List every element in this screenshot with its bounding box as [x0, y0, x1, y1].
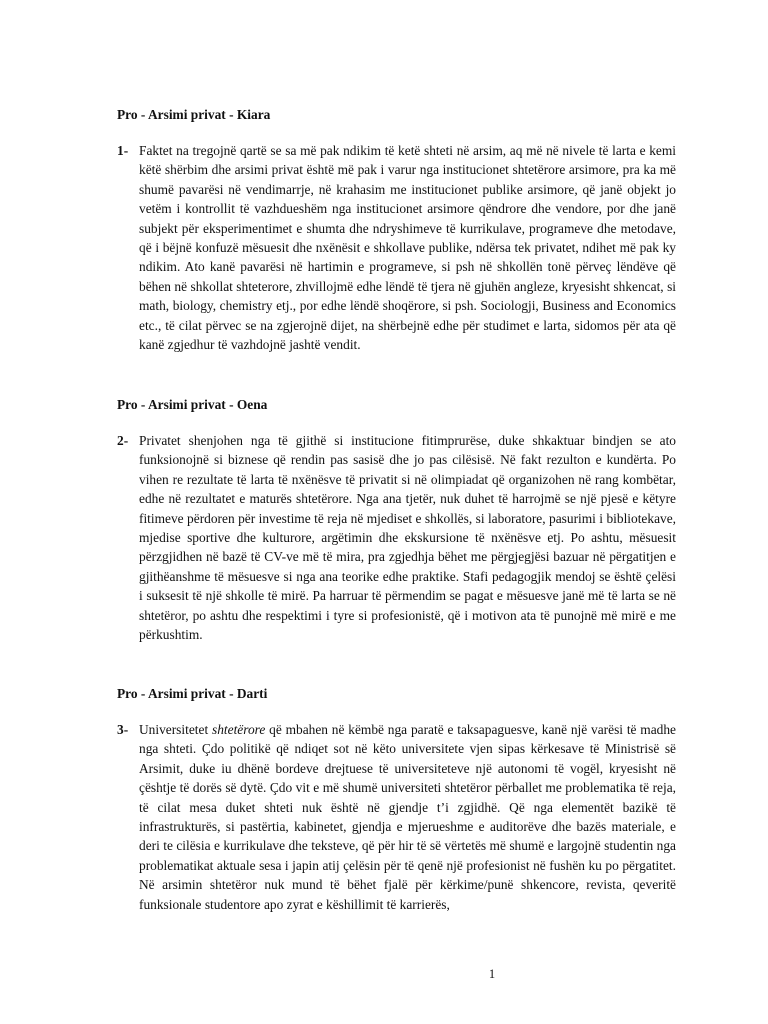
section-paragraph: Privatet shenjohen nga të gjithë si institucione fitimprurëse, duke shkaktuar bindjen se ato funksionojnë si biznese që rendin pas sasisë dhe jo pas cilësisë. Në fakt rezulton e kundërta. Po vihen re rezultate të larta të nxënësve të privatit si në olimpiadat që organizohen në rang kombëtar, edhe në rezultatet e maturës shtetërore. Nga ana tjetër, nuk duhet të harrojmë se një pjesë e këtyre fitimeve përdoren për investime të reja në mjediset e shkollës, si laboratore, pasurimi i bibliotekave, mjedise sportive dhe kulturore, argëtimin dhe ekskursione të nxënësve etj. Po ashtu, mësuesit përzgjidhen në bazë të CV-ve më të mira, pra zgjedhja bëhet me përgjegjësi bazuar në përgatitjen e gjithëanshme të mësuesve si nga ana teorike edhe praktike. Stafi pedagogjik mendoj se është çelësi i suksesit të një shkolle të mirë. Pa harruar të përmendim se pagat e mësuesve janë më të larta se në shtetëror, po ashtu dhe respektimi i tyre si profesionistë, që i motivon ata të punojnë më mirë e me përkushtim.	[139, 433, 676, 643]
item-number: 1-	[117, 143, 129, 158]
paragraph-lead-text: Universitetet	[139, 722, 212, 737]
section-heading-oena: Pro - Arsimi privat - Oena	[117, 397, 268, 412]
paragraph-italic-term: shtetërore	[212, 722, 266, 737]
section-paragraph: Faktet na tregojnë qartë se sa më pak ndikim të ketë shteti në arsim, aq më në nivele të larta e kemi këtë shërbim dhe arsimi privat është më pak i varur nga institucionet shtetërore arsimore, pra ka më shumë pavarësi në vendimarrje, në krahasim me institucionet publike arsimore, që janë objekt jo vetëm i kontrollit të vazhdueshëm nga institucionet arsimore qëndrore dhe vendore, por dhe janë subjekt për eksperimentimet e shumta dhe ndryshimeve të kurrikulave, programeve dhe metodave, që i bëjnë konfuzë mësuesit dhe nxënësit e shkollave publike, ndërsa tek privatet, ndihet më pak ky ndikim. Ato kanë pavarësi në hartimin e programeve, si psh në shkollën tonë përveç lëndëve që bëhen në shkollat shteterore, zhvillojmë edhe lëndë të tjera në gjuhën angleze, kryesisht shkencat, si math, biology, chemistry etj., por edhe lëndë shoqërore, si psh. Sociologji, Business and Economics etc., të cilat përvec se na zgjerojnë dijet, na shërbejnë edhe për studimet e larta, sidomos për ata që kanë zgjedhur të vazhdojnë jashtë vendit.	[139, 143, 676, 353]
section-heading-kiara: Pro - Arsimi privat - Kiara	[117, 107, 271, 122]
section-heading-darti: Pro - Arsimi privat - Darti	[117, 686, 268, 701]
section-paragraph	[139, 720, 676, 914]
item-number: 3-	[117, 722, 129, 737]
page-number: 1	[488, 967, 496, 981]
item-number: 2-	[117, 433, 129, 448]
paragraph-body-text: që mbahen në këmbë nga paratë e taksapaguesve, kanë një varësi të madhe nga shteti. Çdo politikë që ndiqet sot në këto universitete vjen sipas kërkesave të Ministrisë së Arsimit, duke iu dhënë bordeve drejtuese të universiteteve një autonomi të vogël, kryesisht në çështje të dorës së dytë. Çdo vit e më shumë universiteti shtetëror përballet me problematika të reja, të cilat mesa duket shteti nuk është në gjendje t’i zgjidhë. Që nga elementët bazikë të infrastrukturës, si pastërtia, kabinetet, gjendja e mjerueshme e auditorëve dhe bazës materiale, e deri te cilësia e kurrikulave dhe teksteve, që për hir të së vërtetës më shumë e largojnë studentin nga problematikat aktuale sesa i japin atij çelësin për të qenë një profesionist në fushën ku po përgatitet. Në arsimin shtetëror nuk mund të bëhet fjalë për kërkime/punë shkencore, revista, qeveritë funksionale studentore apo zyrat e këshillimit të karrierës,	[139, 722, 677, 912]
